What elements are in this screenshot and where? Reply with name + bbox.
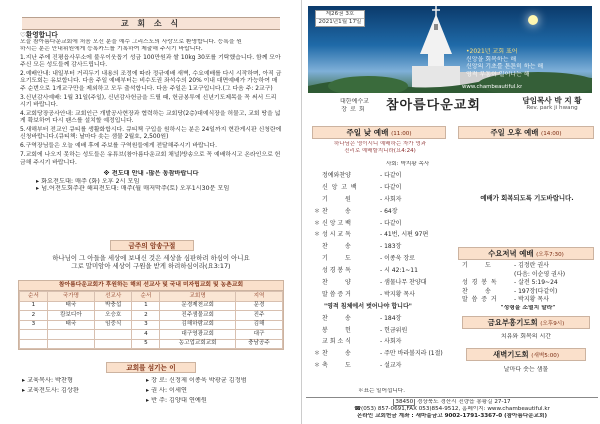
staff-left-2: ▸ 교육전도사: 김상완 xyxy=(22,386,79,394)
standing-mark xyxy=(314,267,322,279)
footer-address xyxy=(306,399,598,406)
service-order-value: - 다같이 xyxy=(380,183,402,191)
mission-header-row xyxy=(20,292,283,302)
standing-mark xyxy=(314,196,322,208)
service-order-item xyxy=(314,362,448,374)
staff-right-1: ▸ 장 로: 신정제 이종욱 박광균 김정범 xyxy=(146,377,247,384)
mission-cell: 농고업교회교회 xyxy=(160,339,236,349)
service-title xyxy=(312,126,446,139)
denomination xyxy=(340,98,369,113)
service-order-value: - 64장 xyxy=(380,207,398,215)
mission-title: 참아름다운교회가 후원하는 해외 선교사 및 국내 미자립교회 및 농촌교회 xyxy=(19,281,283,291)
service-order-item xyxy=(314,184,448,196)
standing-mark: ＊ xyxy=(314,350,321,358)
standing-mark xyxy=(314,291,322,303)
motto-line-2: 신앙의 기초를 튼튼히 하는 해 xyxy=(466,63,544,70)
wed-order-label: 기 도 xyxy=(462,262,491,269)
pm-time: (14:00) xyxy=(541,131,562,137)
wed-order-item xyxy=(462,279,594,288)
memory-verse xyxy=(20,254,282,270)
mission-row xyxy=(20,330,283,340)
issue-date: 2021년1월 17일 xyxy=(318,18,362,25)
wed-order-value: - 박지황 목사 xyxy=(514,296,549,303)
pastor-en: Rev. park ji hwang xyxy=(526,105,578,112)
mission-cell: 문경 xyxy=(235,301,282,311)
wed-order-label: 찬 송 xyxy=(462,287,491,295)
fri-time: (오후9시) xyxy=(540,321,565,327)
standing-mark: ＊ xyxy=(314,207,321,215)
standing-mark xyxy=(314,303,322,315)
news-item: 4.교회당장공사안내: 교회인근 개발공사현장과 협력하는 교회당(2층)대예식장을 허물고, 교회 땅을 넓게 확보하여 다시 팬스를 설치할 예정입니다. xyxy=(20,110,281,125)
service-motto xyxy=(314,141,446,155)
service-order-label: 정예와찬양 xyxy=(322,172,351,179)
staff-left xyxy=(22,377,142,395)
news-item: 7.교회에 나오지 못하는 성도들은 유튜브(참아름다운교회 채널)방송으로 꼭 예배하시고 온라인으로 헌금해 주시기 바랍니다. xyxy=(20,152,281,166)
motto-line-1: 신앙을 회복하는 해 xyxy=(466,55,517,63)
mission-cell: 2 xyxy=(20,311,48,321)
right-page xyxy=(301,0,600,424)
mission-box xyxy=(18,280,284,350)
mission-header-cell: 순서 xyxy=(20,292,48,302)
news-item: 2.예배안내: 내일부터 거리두기 내용의 조정에 따라 정규예배 새벽, 수요예배를 다시 시작하며, 아직 금요기도회는 유보합니다. 다음 주일 예배부터는 비수도권 좌석수의 20% 이내 대면예배가 가능하여 매주 순번으로 1개교구만을 제외하고 모두 출석합니다. 다음 주일은 1교구입니다.(그 다음 주: 2교구) xyxy=(20,70,282,92)
news-item: 3.신년감사예배: 1월 31일(주일), 신년감사헌금을 드릴 때, 헌금봉투에 신년기도제목을 꼭 써서 드리시기 바랍니다. xyxy=(20,94,277,108)
issue-box xyxy=(315,10,365,27)
verse-line-2: 그로 말미암아 세상이 구원을 받게 하려하심이라(요3:17) xyxy=(71,262,231,270)
pm-text: 예배가 회복되도록 기도바랍니다. xyxy=(480,194,574,202)
wed-order-value: - 김정란 권사 xyxy=(514,262,549,269)
service-order-value: - 41번, 시편 97편 xyxy=(380,231,429,239)
service-order-label: 찬 송 xyxy=(322,350,351,358)
church-motto xyxy=(466,48,543,78)
fri-text: 치유와 회복의 시간 xyxy=(500,333,552,340)
mission-cell: 1 xyxy=(20,301,48,311)
wed-sermon: "성령을 소멸치 말라" xyxy=(500,305,556,311)
service-motto-1: 하나님은 영이시니 예배하는 자가 영과 xyxy=(333,141,426,147)
motto-line-3: 영적 부흥이 일어나는 해 xyxy=(466,70,530,78)
mission-cell xyxy=(47,339,94,349)
service-order-label: 기 도 xyxy=(322,255,351,263)
standing-mark xyxy=(314,172,322,184)
pastor-block xyxy=(508,96,596,112)
service-order-label: 신 앙 고 백 xyxy=(322,183,357,191)
news-item: 5.새해부터 전교인 큐티를 생활화합시다. 큐티책 구입을 원하시는 분은 24일까지 현관게시판 신청란에 신청바랍니다.(큐티책: 날마다 솟는 샘물 2월호, 2,500원) xyxy=(20,127,282,141)
mission-cell: 태국 xyxy=(47,320,94,330)
wed-order-item xyxy=(462,262,594,271)
wed-order-label: 말 씀 증 거 xyxy=(462,296,497,303)
wed-title-text: 수요저녁 예배 xyxy=(488,249,534,258)
service-order-item xyxy=(314,255,448,267)
service-note: ＊표는 일어섭니다. xyxy=(358,388,405,394)
footer-account: 온라인 교회헌금 계좌 : 새마을금고 9002-1791-3367-0 (참아름다운교회) xyxy=(356,412,548,419)
standing-mark xyxy=(314,338,322,350)
dawn-time: (새벽5:00) xyxy=(531,353,559,359)
mission-header-cell: 국가명 xyxy=(47,292,94,302)
mission-cell: 충남공주 xyxy=(235,339,282,349)
service-order-item xyxy=(314,243,448,255)
standing-mark xyxy=(314,315,322,327)
footer xyxy=(306,397,598,420)
standing-mark: ＊ xyxy=(314,362,321,370)
mission-cell: 3 xyxy=(132,320,160,330)
news-title: 교 회 소 식 xyxy=(22,17,280,30)
service-order-item xyxy=(314,291,448,303)
service-order-value: - 시 42:1~11 xyxy=(380,267,418,275)
mission-cell: 태국 xyxy=(47,301,94,311)
fri-title xyxy=(462,316,590,329)
service-order-value: - 헌금위원 xyxy=(380,326,408,334)
pm-title-text: 주일 오후 예배 xyxy=(490,128,539,137)
mission-row xyxy=(20,339,283,349)
mission-header-cell: 지역 xyxy=(235,292,282,302)
mission-row xyxy=(20,320,283,330)
service-order-label: 축 도 xyxy=(322,362,351,370)
standing-mark xyxy=(314,255,322,267)
service-order-label: 찬 송 xyxy=(322,314,351,322)
note-line-1: ▸ 화요전도대: 매주 (화) 오후 2시 모임 xyxy=(36,177,140,185)
service-order-item xyxy=(314,267,448,279)
standing-mark: ＊ xyxy=(314,219,321,227)
service-order-value: - 184장 xyxy=(380,314,402,322)
mission-table xyxy=(19,291,283,349)
service-order-label: 성 경 봉 독 xyxy=(322,267,351,275)
service-order-label: "영적 침체에서 벗어나야 합니다" xyxy=(324,302,412,310)
mission-cell: 5 xyxy=(132,339,160,349)
service-order-value: - 주만 바라볼지라 (1절) xyxy=(380,350,443,358)
staff-right xyxy=(146,377,296,404)
church-name: 참아름다운교회 xyxy=(386,98,481,113)
note-line-2: ▸ 넘.어전도회주관 해피전도대: 매주(월 매저막주(토) 오후1시30분 모임 xyxy=(36,185,230,193)
service-order-item xyxy=(314,338,448,350)
news-item: 1.지난 주에 진평읍사무소에 불우이웃돕기 성금 100만원과 쌀 10kg 30포를 기탁했습니다. 함께 모아주신 모든 성도들께 감사드립니다. xyxy=(20,54,281,69)
mission-cell: 박충섭 xyxy=(94,301,131,311)
mission-cell: 진주 xyxy=(235,311,282,321)
mission-cell: 김해 xyxy=(235,320,282,330)
staff-right-2: ▸ 권 사: 이세연 xyxy=(146,386,187,394)
service-order-label: 봉 헌 xyxy=(322,326,351,334)
service-order-label: 찬 송 xyxy=(322,207,351,215)
news-item: 6.구역장님들은 오늘 예배 후에 주보를 구역원들에게 전달해주시기 바랍니다. xyxy=(20,143,218,150)
service-order-item xyxy=(314,327,448,339)
mission-body xyxy=(20,301,283,349)
service-order-label: 신 앙 고 백 xyxy=(322,219,351,227)
wed-title xyxy=(458,247,594,260)
service-order-item xyxy=(314,220,448,232)
mission-cell: 진주샘물교회 xyxy=(160,311,236,321)
mission-cell: 4 xyxy=(132,330,160,340)
motto-title: •2021년 교회 표어 xyxy=(466,48,518,55)
wed-order-value: - 197장(다같이) xyxy=(514,287,558,295)
mission-cell: 3 xyxy=(20,320,48,330)
mission-cell xyxy=(47,330,94,340)
service-order-value: - 사회자 xyxy=(380,338,402,346)
service-motto-2: 진리로 예배할지니라(요4:24) xyxy=(344,147,416,154)
service-order-value: - 사회자 xyxy=(380,195,402,203)
service-order-label: 성 시 교 독 xyxy=(322,231,351,239)
service-title-text: 주일 낮 예배 xyxy=(346,128,389,137)
service-order-item xyxy=(314,231,448,243)
denomination-line-1: 대한예수교 xyxy=(340,98,369,105)
service-order-item xyxy=(314,172,448,184)
mission-cell: 대구영광교회 xyxy=(160,330,236,340)
evangelism-note-title: ※ 전도대 안내 -많은 동참바랍니다 xyxy=(103,169,199,177)
mission-cell: 캄보디아 xyxy=(47,311,94,321)
staff-title: 교회를 섬기는 이 xyxy=(106,362,196,373)
news-body xyxy=(20,31,282,193)
dawn-title-text: 새벽기도회 xyxy=(492,350,529,359)
service-order-item xyxy=(314,208,448,220)
footer-phone: ☎(053) 857-0691,FAX 053)854-9512, 홈페이지: www.chambeautiful.kr xyxy=(354,405,550,412)
wed-order xyxy=(462,262,594,305)
zip-code: 38450 xyxy=(395,399,414,405)
denomination-line-2: 장로회 xyxy=(341,105,368,113)
service-order-label: 교 회 소 식 xyxy=(322,338,351,346)
mission-cell: 대구 xyxy=(235,330,282,340)
news-items xyxy=(20,55,282,167)
mission-cell: 김해하람교회 xyxy=(160,320,236,330)
staff-left-1: ▸ 교육목사: 박찬형 xyxy=(22,377,73,384)
mission-cell: 오승호 xyxy=(94,311,131,321)
wed-order-label: 성 경 봉 독 xyxy=(462,279,497,286)
wed-order-item xyxy=(462,296,594,305)
standing-mark xyxy=(314,279,322,291)
service-order-item xyxy=(314,350,448,362)
fri-title-text: 금요부흥기도회 xyxy=(487,318,538,327)
service-order-item xyxy=(314,196,448,208)
dawn-text: 날마다 솟는 샘물 xyxy=(503,366,549,373)
wed-order-value: - 살전 5:19~24 xyxy=(514,279,558,286)
mission-cell xyxy=(94,330,131,340)
service-order-item xyxy=(314,303,448,315)
wed-time: (오후7:30) xyxy=(536,252,564,258)
service-order-label: 기 원 xyxy=(322,195,351,203)
mission-row xyxy=(20,301,283,311)
mission-cell: 2 xyxy=(132,311,160,321)
address-text: 경상북도 경산시 진량읍 봉황길 27-17 xyxy=(416,399,511,405)
mission-cell: 1 xyxy=(132,301,160,311)
verse-line-1: 하나님이 그 아들을 세상에 보내신 것은 세상을 심판하려 하심이 아니요 xyxy=(52,254,250,262)
mission-header-cell: 교회명 xyxy=(160,292,236,302)
cover-url: www.chambeautiful.kr xyxy=(462,84,523,90)
evangelism-note xyxy=(20,178,282,194)
service-order-value: - 183장 xyxy=(380,243,402,251)
service-order xyxy=(314,172,448,374)
welcome-line-1: 오늘 참아름다운교회에 처음 오신 분을 예수 그리스도의 사랑으로 환영합니다. 등록을 원 xyxy=(20,39,242,46)
mission-cell: 문경제천교회 xyxy=(160,301,236,311)
mission-row xyxy=(20,311,283,321)
wed-order-value: (다음: 이순영 권사) xyxy=(514,270,566,278)
welcome-line-2: 하시는 분은 안내위원에게 등록카드를 기록하여 제출해 주시기 바랍니다. xyxy=(20,46,203,53)
mission-header-cell: 순서 xyxy=(132,292,160,302)
standing-mark xyxy=(314,243,322,255)
standing-mark xyxy=(314,327,322,339)
mission-cell xyxy=(20,339,48,349)
standing-mark: ＊ xyxy=(314,231,321,239)
staff-right-3: ▸ 반 주: 김양대 연예원 xyxy=(146,396,207,404)
cover-photo xyxy=(308,6,592,93)
issue-number: 제26권 3호 xyxy=(316,11,364,19)
service-time: (11:00) xyxy=(391,131,412,137)
dawn-title xyxy=(466,348,586,361)
service-order-value: - 다같이 xyxy=(380,219,402,227)
service-order-value: - 다같이 xyxy=(380,172,402,179)
service-order-label: 찬 송 xyxy=(322,243,351,251)
service-order-item xyxy=(314,315,448,327)
pm-title xyxy=(458,126,594,139)
mission-header-cell: 선교사 xyxy=(94,292,131,302)
service-order-value: - 박지황 목사 xyxy=(380,290,415,298)
standing-mark xyxy=(314,184,322,196)
wed-order-label xyxy=(462,271,514,280)
service-order-value: - 샘물나무 찬양대 xyxy=(380,279,427,287)
pastor-name: 담임목사 박 지 황 xyxy=(522,96,582,105)
welcome-title: ♡환영합니다 xyxy=(20,31,58,39)
mission-cell: 임중식 xyxy=(94,320,131,330)
service-order-value: - 이종욱 장로 xyxy=(380,255,415,263)
verse-title: 금주의 암송구절 xyxy=(110,240,194,251)
sun-glow xyxy=(528,15,538,25)
mission-cell xyxy=(20,330,48,340)
mission-cell xyxy=(94,339,131,349)
service-order-value: - 설교자 xyxy=(380,362,402,370)
service-leader: 사회: 박지황 목사 xyxy=(386,161,430,167)
wed-order-item xyxy=(462,288,594,297)
service-order-label: 말 씀 증 거 xyxy=(322,290,351,298)
wed-order-item xyxy=(462,271,594,280)
service-order-label: 찬 양 xyxy=(322,279,351,287)
service-order-item xyxy=(314,279,448,291)
